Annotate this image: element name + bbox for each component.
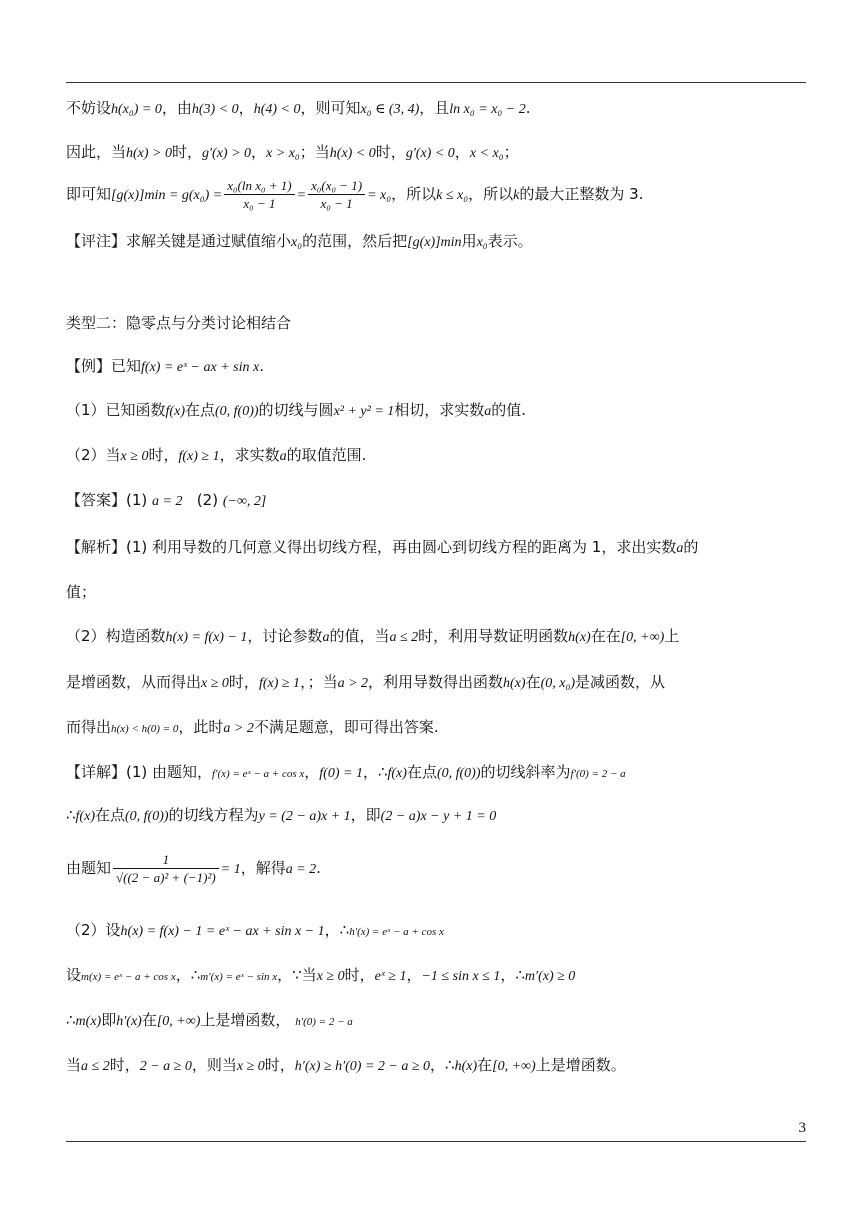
text: ，∴ <box>500 966 525 984</box>
text-line-10 <box>66 536 808 560</box>
text: ； <box>503 143 519 161</box>
text: 的范围，然后把 <box>302 232 408 250</box>
math: x ≥ 0 <box>120 449 149 464</box>
text: 即 <box>101 1011 117 1029</box>
text: 类型二：隐零点与分类讨论相结合 <box>66 314 292 332</box>
math: f(x) <box>75 809 95 824</box>
text: ，求实数 <box>219 446 280 464</box>
page-number: 3 <box>798 1120 806 1136</box>
text: 时， <box>172 143 203 161</box>
text-line-4 <box>66 230 808 254</box>
math: a > 2 <box>223 721 254 736</box>
text: ，利用导数得出函数 <box>368 673 504 691</box>
text: 相切，求实数 <box>394 401 485 419</box>
text: ，即 <box>350 806 381 824</box>
math: = x₀ <box>367 188 392 203</box>
math: a > 2 <box>337 676 369 691</box>
fraction-denominator: √((2 − a)² + (−1)²) <box>116 870 216 885</box>
text: 时， <box>109 1056 140 1074</box>
fraction <box>308 177 365 212</box>
math: h(3) < 0 <box>191 102 239 117</box>
math: x < x₀ <box>469 146 504 161</box>
text: 因此，当 <box>66 143 127 161</box>
math: [0, +∞) <box>492 1059 536 1074</box>
math: (0, x₀) <box>540 676 576 691</box>
text: ， <box>238 99 254 117</box>
text: （2）构造函数 <box>66 627 166 645</box>
text: 的 <box>683 538 699 556</box>
text: 的取值范围. <box>286 446 367 464</box>
math: a <box>279 449 287 464</box>
math: f(x) = eˣ − ax + sin x <box>141 360 260 375</box>
math: x ≥ 0 <box>316 969 345 984</box>
text: ，由 <box>161 99 192 117</box>
math: a ≤ 2 <box>389 630 419 645</box>
text: 的最大正整数为 3. <box>519 185 644 203</box>
math: −1 ≤ sin x ≤ 1 <box>421 969 501 984</box>
text: 【评注】求解关键是通过赋值缩小 <box>66 232 292 250</box>
text: 在在 <box>590 627 621 645</box>
section-heading <box>66 312 808 334</box>
text: . <box>316 859 321 877</box>
text: 【答案】(1) <box>66 491 148 509</box>
text: 时， <box>344 966 375 984</box>
math: k <box>513 188 520 203</box>
math: m′(x) ≥ 0 <box>524 969 576 984</box>
text: 上是增函数， <box>200 1011 291 1029</box>
text: 是增函数，从而得出 <box>66 673 202 691</box>
text: 即可知 <box>66 185 112 203</box>
math: h(x) <box>454 1059 478 1074</box>
text-line-20 <box>66 1009 808 1033</box>
math: (0, f(0)) <box>436 766 481 781</box>
math: x ≥ 0 <box>236 1059 265 1074</box>
text: 在 <box>477 1056 493 1074</box>
math: h(x) = f(x) − 1 = eˣ − ax + sin x − 1 <box>120 924 325 939</box>
text: ；当 <box>299 143 330 161</box>
text: 在点 <box>406 763 437 781</box>
text: . <box>259 357 264 375</box>
text: 上是增函数。 <box>535 1056 626 1074</box>
text: ，此时 <box>178 718 224 736</box>
text-line-13 <box>66 671 808 695</box>
math: ln x₀ = x₀ − 2 <box>449 102 526 117</box>
text-line-19 <box>66 964 808 988</box>
math: g'(x) > 0 <box>202 146 252 161</box>
math: f′(x) = eˣ − a + cos x <box>212 768 305 780</box>
text: 在点 <box>94 806 125 824</box>
math: h′(x) = eˣ − a + cos x <box>349 926 444 938</box>
math: h(x₀) = 0 <box>111 102 162 117</box>
text: ，则当 <box>191 1056 237 1074</box>
text: 【例】已知 <box>66 357 142 375</box>
text: 时，利用导数证明函数 <box>418 627 569 645</box>
text: 时， <box>228 673 259 691</box>
text: ， <box>251 143 267 161</box>
math: x₀ ∈ (3, 4) <box>360 102 420 117</box>
math: h(x) = f(x) − 1 <box>165 630 248 645</box>
text: ，∴ <box>430 1056 455 1074</box>
text: ，∴ <box>175 966 201 984</box>
math: x₀ <box>476 235 488 250</box>
text: ，；当 <box>300 673 338 691</box>
math: [0, +∞) <box>620 630 665 645</box>
text-line-15 <box>66 761 808 785</box>
text-line-2 <box>66 141 808 165</box>
text: 在点 <box>184 401 215 419</box>
math: [0, +∞) <box>156 1014 201 1029</box>
text: ，所以 <box>391 185 437 203</box>
math: m(x) <box>75 1014 102 1029</box>
text: ， <box>406 966 422 984</box>
text-line-1 <box>66 97 808 121</box>
math: a ≤ 2 <box>81 1059 110 1074</box>
math: (0, f(0)) <box>125 809 169 824</box>
math: m(x) = eˣ − a + cos x <box>81 971 176 983</box>
math: x ≥ 0 <box>201 676 229 691</box>
text: 表示。 <box>487 232 533 250</box>
text-line-14 <box>66 716 808 740</box>
text: 时， <box>375 143 406 161</box>
text: 上 <box>664 627 680 645</box>
math: (2 − a)x − y + 1 = 0 <box>380 809 497 824</box>
text: 时， <box>148 446 179 464</box>
text: 的值. <box>491 401 527 419</box>
text-line-21 <box>66 1054 808 1078</box>
header-rule <box>66 82 806 83</box>
text: 不满足题意，即可得出答案. <box>253 718 439 736</box>
math: = <box>296 188 307 203</box>
text-line-16 <box>66 804 808 828</box>
math: y = (2 − a)x + 1 <box>258 809 351 824</box>
footer-rule <box>66 1141 806 1142</box>
text: 时， <box>264 1056 295 1074</box>
math: h(x) < 0 <box>329 146 376 161</box>
math: h(x) <box>503 676 526 691</box>
text: （1）已知函数 <box>66 401 166 419</box>
math: a <box>484 404 492 419</box>
text: 【详解】(1) 由题知， <box>66 763 213 781</box>
math: 2 − a ≥ 0 <box>139 1059 192 1074</box>
math: eˣ ≥ 1 <box>374 969 407 984</box>
text: . <box>525 99 531 117</box>
math: (0, f(0)) <box>215 404 259 419</box>
text: ，讨论参数 <box>247 627 323 645</box>
text: 的切线斜率为 <box>480 763 571 781</box>
text: ，则可知 <box>300 99 361 117</box>
text-line-9 <box>66 489 808 513</box>
text: 值； <box>66 583 97 601</box>
fraction-numerator: x₀(ln x₀ + 1) <box>224 177 294 195</box>
math: h′(x) ≥ h′(0) = 2 − a ≥ 0 <box>294 1059 431 1074</box>
text-line-8 <box>66 444 808 468</box>
math: a <box>322 630 330 645</box>
text: ，∴ <box>362 763 388 781</box>
text-line-18 <box>66 919 808 943</box>
fraction <box>113 851 219 886</box>
fraction-numerator: x₀(x₀ − 1) <box>308 177 365 195</box>
math: f(0) = 1 <box>319 766 363 781</box>
math: [g(x)]min <box>407 235 462 250</box>
text: 当 <box>66 1056 82 1074</box>
math: f(x) ≥ 1 <box>258 676 301 691</box>
text: ，∴ <box>324 921 350 939</box>
math: x₀ <box>291 235 303 250</box>
text: 设 <box>66 966 82 984</box>
text: ，且 <box>419 99 450 117</box>
math: g'(x) < 0 <box>405 146 455 161</box>
math: h(4) < 0 <box>253 102 301 117</box>
math: (−∞, 2] <box>222 494 267 509</box>
text: 在 <box>141 1011 157 1029</box>
text-line-12 <box>66 625 808 649</box>
text: （2）设 <box>66 921 121 939</box>
text: 【解析】(1) 利用导数的几何意义得出切线方程，再由圆心到切线方程的距离为 1，求出实数 <box>66 538 677 556</box>
text: ∴ <box>66 806 76 824</box>
fraction-numerator: 1 <box>113 851 219 869</box>
math: a = 2 <box>152 494 183 509</box>
text: 而得出 <box>66 718 112 736</box>
math: = 1 <box>220 862 241 877</box>
math: [g(x)]min = g(x₀) = <box>111 188 223 203</box>
text: ， <box>304 763 320 781</box>
fraction-denominator: x₀ − 1 <box>243 196 276 211</box>
math: h′(0) = 2 − a <box>295 1016 353 1028</box>
math: h(x) < h(0) = 0 <box>111 723 179 735</box>
math: a <box>676 541 684 556</box>
fraction <box>224 177 294 212</box>
text: ，解得 <box>240 859 286 877</box>
math: f(x) <box>165 404 185 419</box>
math: h(x) <box>568 630 591 645</box>
text: ， <box>454 143 470 161</box>
math: h(x) > 0 <box>126 146 173 161</box>
text: 的值，当 <box>329 627 390 645</box>
text-line-11 <box>66 581 808 603</box>
text: ∴ <box>66 1011 76 1029</box>
text: ，所以 <box>468 185 514 203</box>
text: 的切线与圆 <box>258 401 334 419</box>
text-line-6 <box>66 355 808 379</box>
text: 由题知 <box>66 859 112 877</box>
text: 在 <box>525 673 541 691</box>
math: k ≤ x₀ <box>436 188 469 203</box>
text-line-17 <box>66 846 808 892</box>
math: x² + y² = 1 <box>333 404 395 419</box>
text: （2）当 <box>66 446 121 464</box>
math: f′(0) = 2 − a <box>570 768 626 780</box>
text: ，∵当 <box>277 966 317 984</box>
math: a = 2 <box>285 862 317 877</box>
text-line-7 <box>66 399 808 423</box>
fraction-denominator: x₀ − 1 <box>320 196 353 211</box>
text: 是减函数，从 <box>575 673 666 691</box>
math: m′(x) = eˣ − sin x <box>200 971 278 983</box>
math: x > x₀ <box>266 146 300 161</box>
text: (2) <box>196 491 219 509</box>
text: 的切线方程为 <box>168 806 259 824</box>
math: h′(x) <box>116 1014 142 1029</box>
math: f(x) <box>387 766 407 781</box>
text: 用 <box>461 232 477 250</box>
math: f(x) ≥ 1 <box>178 449 220 464</box>
text-line-3 <box>66 176 808 214</box>
text: 不妨设 <box>66 99 112 117</box>
